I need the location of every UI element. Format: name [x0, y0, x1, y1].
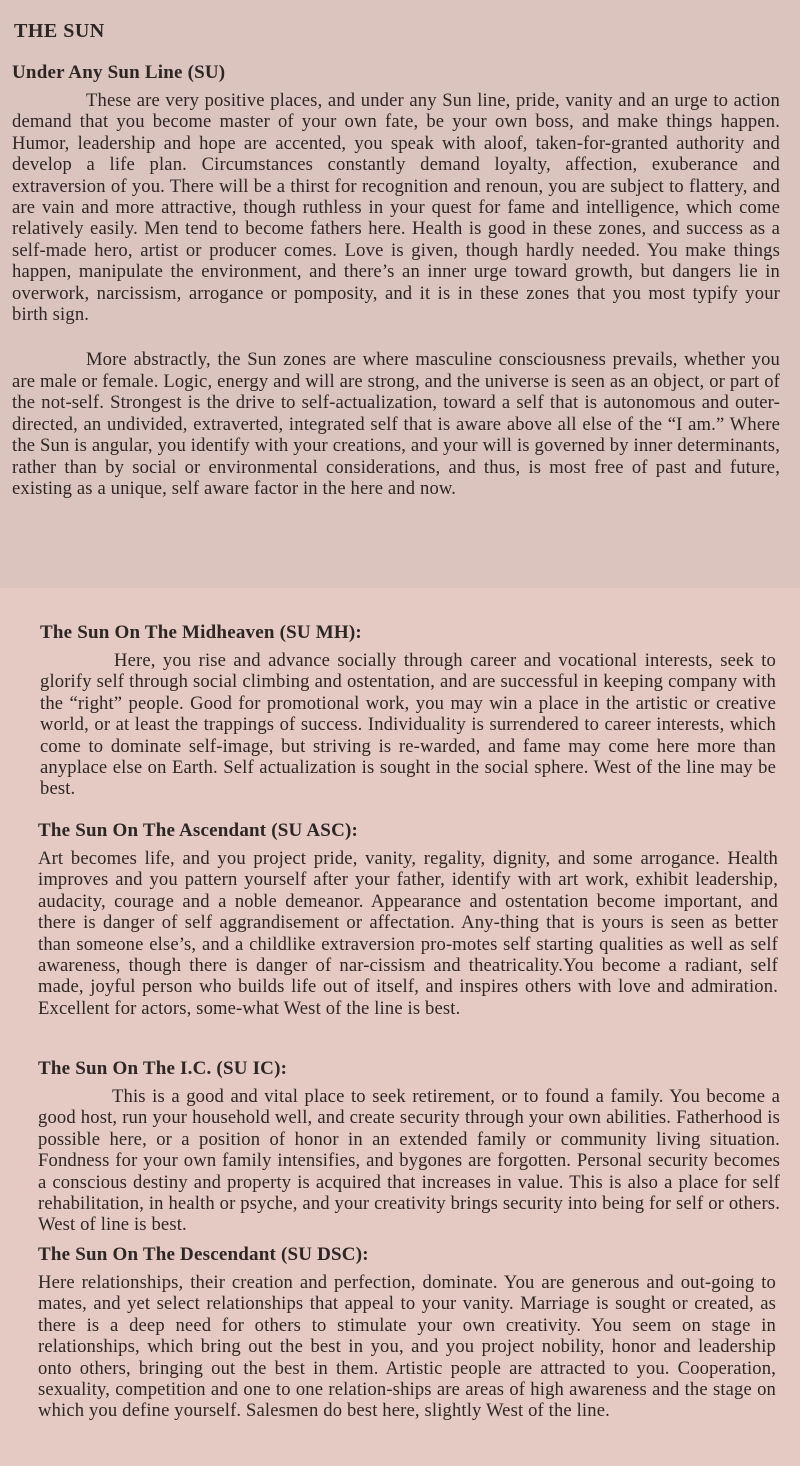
paragraph: Here relationships, their creation and perfection, dominate. You are generous and out-going to mates, and yet select relationships that appeal to your vanity. Marriage is sought or created, as there is a deep need for others to stimulate your own creativity. You seem on stage in relationships, which bring out the best in you, and you project nobility, honor and leadership onto others, bringing out the best in them. Artistic people are attracted to you. Cooperation, sexuality, competition and one to one relation-ships are areas of high awareness and the stage on which you define yourself. Salesmen do best here, slightly West of the line. — [38, 1272, 776, 1422]
section-heading: The Sun On The Ascendant (SU ASC): — [38, 820, 359, 841]
section-heading: Under Any Sun Line (SU) — [12, 62, 226, 83]
section-sun-descendant — [38, 1244, 776, 1422]
paragraph: Art becomes life, and you project pride, vanity, regality, dignity, and some arrogance. Health improves and you pattern yourself after your father, identify with art work, exhibit leadership, audacity, courage and a noble demeanor. Appearance and ostentation become important, and there is danger of self aggrandisement or affectation. Any-thing that is yours is seen as better than someone else’s, and a childlike extraversion pro-motes self starting qualities as well as self awareness, though there is danger of nar-cissism and theatricality.You become a radiant, self made, joyful person who builds life out of itself, and inspires others with love and admiration. Excellent for actors, some-what West of the line is best. — [38, 848, 778, 1019]
page-title: THE SUN — [14, 20, 105, 42]
section-sun-midheaven — [40, 622, 776, 800]
section-sun-ascendant — [38, 820, 778, 1019]
paragraph: More abstractly, the Sun zones are where masculine consciousness prevails, whether you are male or female. Logic, energy and will are strong, and the universe is seen as an object, or part of the not-self. Strongest is the drive to self-actualization, toward a self that is autonomous and outer-directed, an undivided, extraverted, integrated self that is aware above all else of the “I am.” Where the Sun is angular, you identify with your creations, and your will is governed by inner determinants, rather than by social or environmental considerations, and thus, is most free of past and future, existing as a unique, self aware factor in the here and now. — [12, 349, 780, 499]
section-heading: The Sun On The Descendant (SU DSC): — [38, 1244, 369, 1265]
section-any-sun-line — [12, 62, 780, 499]
section-heading: The Sun On The Midheaven (SU MH): — [40, 622, 362, 643]
section-sun-ic — [38, 1058, 780, 1236]
section-heading: The Sun On The I.C. (SU IC): — [38, 1058, 288, 1079]
paragraph: These are very positive places, and under any Sun line, pride, vanity and an urge to action demand that you become master of your own fate, be your own boss, and make things happen. Humor, leadership and hope are accented, you speak with aloof, taken-for-granted authority and develop a life plan. Circumstances constantly demand loyalty, affection, exuberance and extraversion of you. There will be a thirst for recognition and renoun, you are subject to flattery, and are vain and more attractive, though ruthless in your quest for fame and intelligence, which come relatively easily. Men tend to become fathers here. Health is good in these zones, and success as a self-made hero, artist or producer comes. Love is given, though hardly needed. You make things happen, manipulate the environment, and there’s an inner urge toward growth, but dangers lie in overwork, narcissism, arrogance or pomposity, and it is in these zones that you most typify your birth sign. — [12, 90, 780, 326]
paragraph: This is a good and vital place to seek retirement, or to found a family. You become a good host, run your household well, and create security through your own abilities. Fatherhood is possible here, or a position of honor in an extended family or community living situation. Fondness for your own family intensifies, and bygones are forgotten. Personal security becomes a conscious destiny and property is acquired that increases in value. This is also a place for self rehabilitation, in health or psyche, and your creativity brings security into being for self or others. West of line is best. — [38, 1086, 780, 1236]
paragraph: Here, you rise and advance socially through career and vocational interests, seek to glorify self through social climbing and ostentation, and are successful in keeping company with the “right” people. Good for promotional work, you may win a place in the artistic or creative world, or at least the trappings of success. Individuality is surrendered to career interests, which come to dominate self-image, but striving is re-warded, and fame may come here more than anyplace else on Earth. Self actualization is sought in the social sphere. West of the line may be best. — [40, 650, 776, 800]
